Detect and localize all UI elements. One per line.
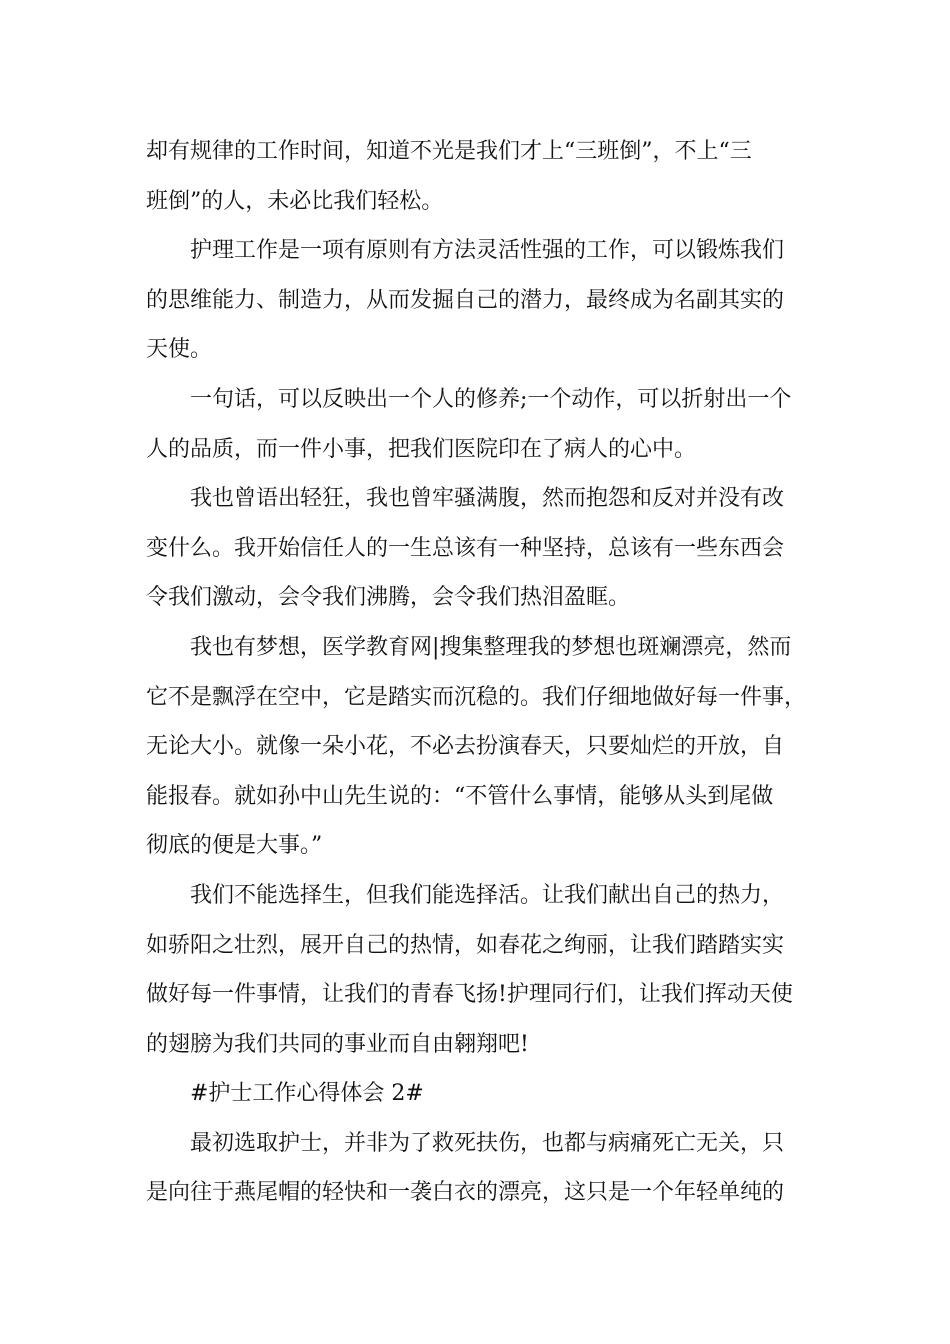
text-line: 我也曾语出轻狂，我也曾牢骚满腹，然而抱怨和反对并没有改 bbox=[190, 486, 785, 512]
text-line: 我们不能选择生，但我们能选择活。让我们献出自己的热力， bbox=[190, 882, 785, 908]
text-line: 无论大小。就像一朵小花，不必去扮演春天，只要灿烂的开放，自 bbox=[146, 734, 785, 760]
text-line: 变什么。我开始信任人的一生总该有一种坚持，总该有一些东西会 bbox=[146, 535, 785, 561]
text-line: 我也有梦想，医学教育网|搜集整理我的梦想也斑斓漂亮，然而 bbox=[190, 634, 792, 660]
text-line: 天使。 bbox=[146, 337, 213, 363]
text-line: 的翅膀为我们共同的事业而自由翱翔吧! bbox=[146, 1031, 529, 1057]
text-line: 的思维能力、制造力，从而发掘自己的潜力，最终成为名副其实的 bbox=[146, 287, 785, 313]
text-line: 如骄阳之壮烈，展开自己的热情，如春花之绚丽，让我们踏踏实实 bbox=[146, 932, 785, 958]
text-line: #护士工作心得体会 2# bbox=[190, 1081, 424, 1107]
text-line: 彻底的便是大事。” bbox=[146, 833, 323, 859]
text-line: 能报春。就如孙中山先生说的：“不管什么事情，能够从头到尾做 bbox=[146, 783, 774, 809]
text-line: 人的品质，而一件小事，把我们医院印在了病人的心中。 bbox=[146, 436, 697, 462]
text-line: 它不是飘浮在空中，它是踏实而沉稳的。我们仔细地做好每一件事， bbox=[146, 684, 807, 710]
text-line: 令我们激动，会令我们沸腾，会令我们热泪盈眶。 bbox=[146, 585, 631, 611]
text-line: 一句话，可以反映出一个人的修养;一个动作，可以折射出一个 bbox=[190, 386, 792, 412]
text-line: 是向往于燕尾帽的轻快和一袭白衣的漂亮，这只是一个年轻单纯的 bbox=[146, 1180, 785, 1206]
text-line: 做好每一件事情，让我们的青春飞扬!护理同行们，让我们挥动天使 bbox=[146, 982, 793, 1008]
text-line: 最初选取护士，并非为了救死扶伤，也都与病痛死亡无关，只 bbox=[190, 1130, 785, 1156]
text-line: 却有规律的工作时间，知道不光是我们才上“三班倒”，不上“三 bbox=[146, 139, 752, 164]
text-line: 班倒”的人，未必比我们轻松。 bbox=[146, 188, 444, 214]
text-line: 护理工作是一项有原则有方法灵活性强的工作，可以锻炼我们 bbox=[190, 238, 785, 264]
document-body bbox=[146, 127, 826, 1218]
